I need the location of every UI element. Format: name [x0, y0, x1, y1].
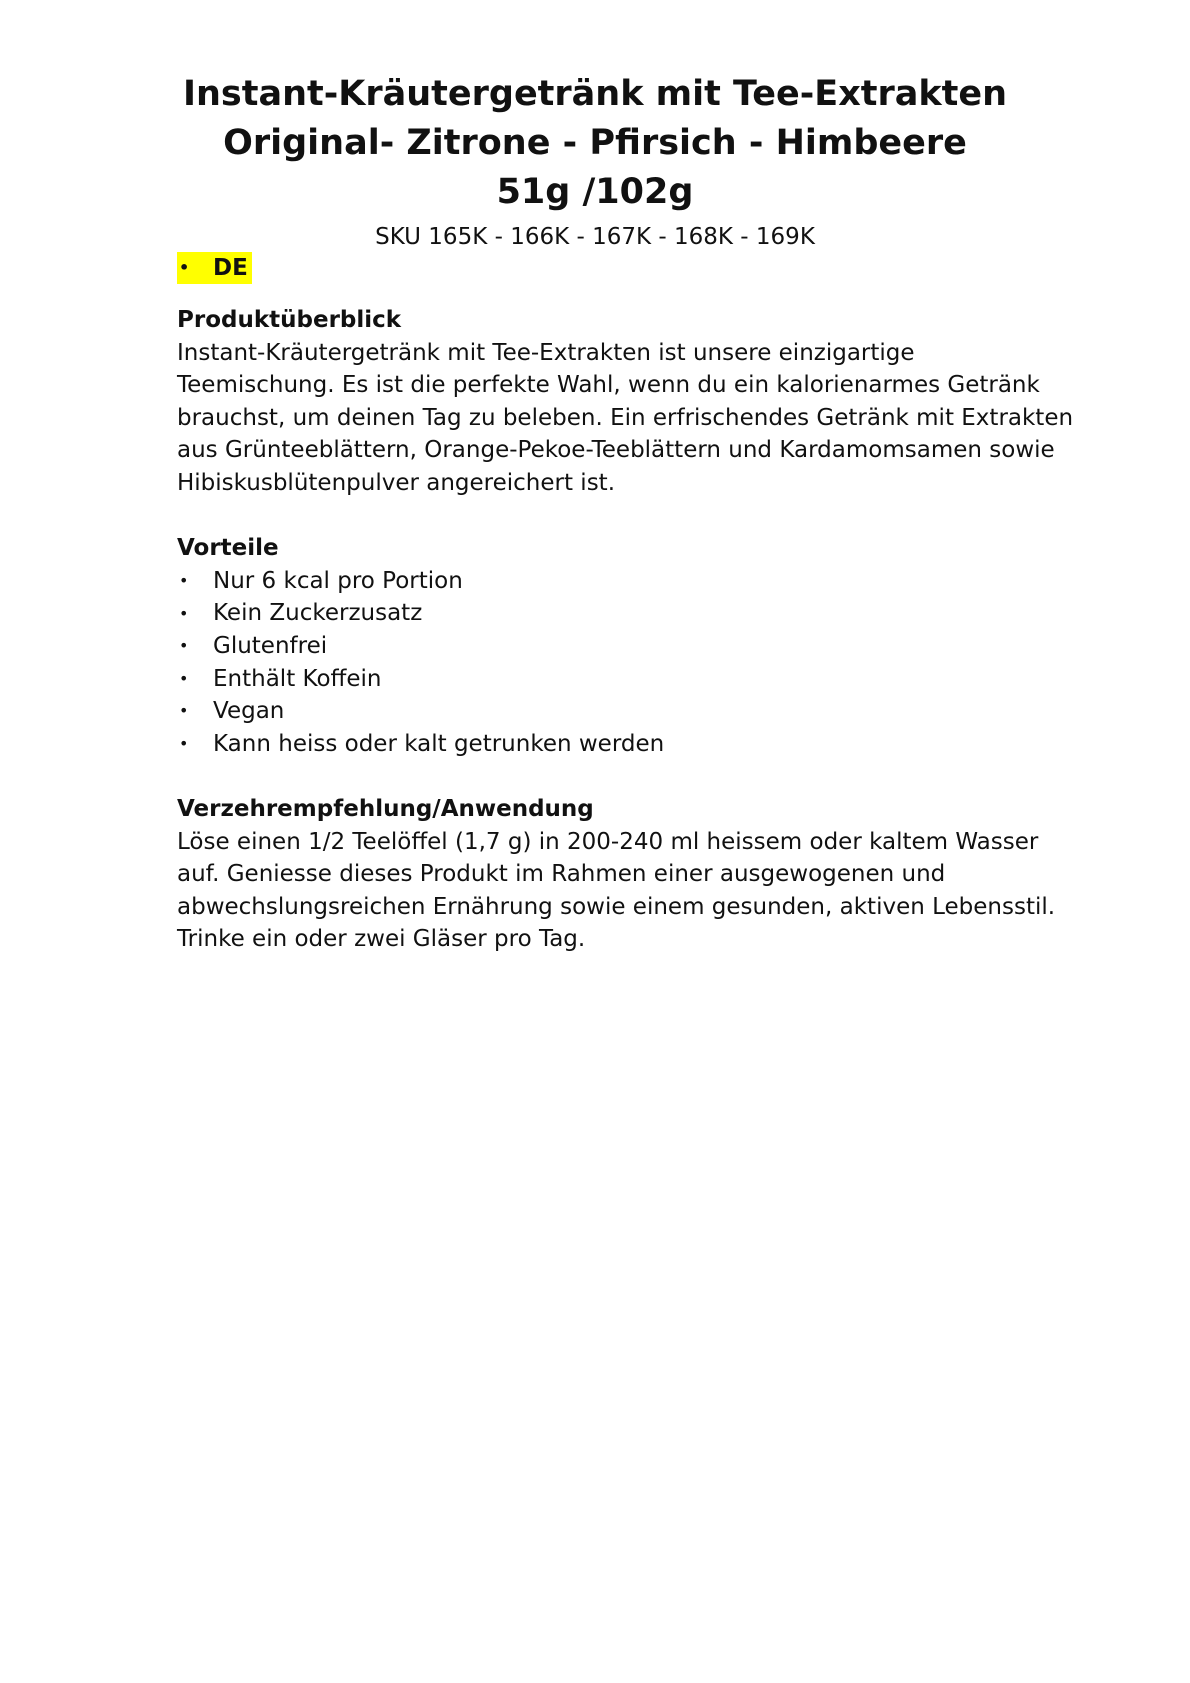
- usage-paragraph: [177, 826, 1077, 956]
- title-block: [0, 70, 1190, 253]
- sku-line: SKU 165K - 166K - 167K - 168K - 169K: [375, 224, 815, 250]
- paragraph-line: abwechslungsreichen Ernährung sowie einem gesunden, aktiven Lebensstil.: [177, 893, 1056, 920]
- overview-heading: Produktüberblick: [177, 307, 402, 333]
- list-item-text: Vegan: [213, 698, 285, 725]
- list-item: [177, 663, 1077, 696]
- bullet-icon: •: [179, 603, 189, 623]
- overview-paragraph: [177, 337, 1077, 500]
- bullet-icon: •: [179, 701, 189, 721]
- product-flavors: Original- Zitrone - Pfirsich - Himbeere: [223, 123, 967, 163]
- list-item-text: Kein Zuckerzusatz: [213, 600, 423, 627]
- list-item-text: Glutenfrei: [213, 632, 328, 659]
- benefits-heading: Vorteile: [177, 535, 279, 562]
- overview-section: [177, 304, 1077, 500]
- bullet-icon: •: [179, 636, 189, 656]
- list-item-text: Nur 6 kcal pro Portion: [213, 567, 463, 594]
- usage-section: [177, 793, 1077, 956]
- paragraph-line: Hibiskusblütenpulver angereichert ist.: [177, 469, 616, 496]
- bullet-icon: •: [179, 258, 190, 277]
- paragraph-line: Trinke ein oder zwei Gläser pro Tag.: [177, 926, 586, 953]
- language-label: DE: [213, 254, 248, 281]
- usage-heading: Verzehrempfehlung/Anwendung: [177, 795, 594, 822]
- list-item-text: Enthält Koffein: [213, 665, 382, 692]
- list-item: [177, 565, 1077, 598]
- paragraph-line: auf. Geniesse dieses Produkt im Rahmen einer ausgewogenen und: [177, 861, 946, 888]
- bullet-icon: •: [179, 571, 189, 591]
- language-highlight: [177, 252, 252, 284]
- list-item: [177, 597, 1077, 630]
- list-item: [177, 728, 1077, 761]
- paragraph-line: brauchst, um deinen Tag zu beleben. Ein erfrischendes Getränk mit Extrakten: [177, 404, 1074, 431]
- bullet-icon: •: [179, 734, 189, 754]
- product-weights: 51g /102g: [496, 172, 694, 212]
- paragraph-line: aus Grünteeblättern, Orange-Pekoe-Teeblättern und Kardamomsamen sowie: [177, 437, 1055, 464]
- paragraph-line: Teemischung. Es ist die perfekte Wahl, wenn du ein kalorienarmes Getränk: [177, 372, 1040, 399]
- list-item: [177, 630, 1077, 663]
- paragraph-line: Instant-Kräutergetränk mit Tee-Extrakten ist unsere einzigartige: [177, 339, 915, 366]
- product-title: Instant-Kräutergetränk mit Tee-Extrakten: [182, 74, 1008, 114]
- paragraph-line: Löse einen 1/2 Teelöffel (1,7 g) in 200-240 ml heissem oder kaltem Wasser: [177, 828, 1039, 855]
- list-item: [177, 695, 1077, 728]
- benefits-list: [177, 565, 1077, 761]
- benefits-section: [177, 532, 1077, 760]
- document-body: [177, 250, 1077, 956]
- language-marker: [177, 250, 1077, 284]
- list-item-text: Kann heiss oder kalt getrunken werden: [213, 730, 665, 757]
- bullet-icon: •: [179, 668, 189, 688]
